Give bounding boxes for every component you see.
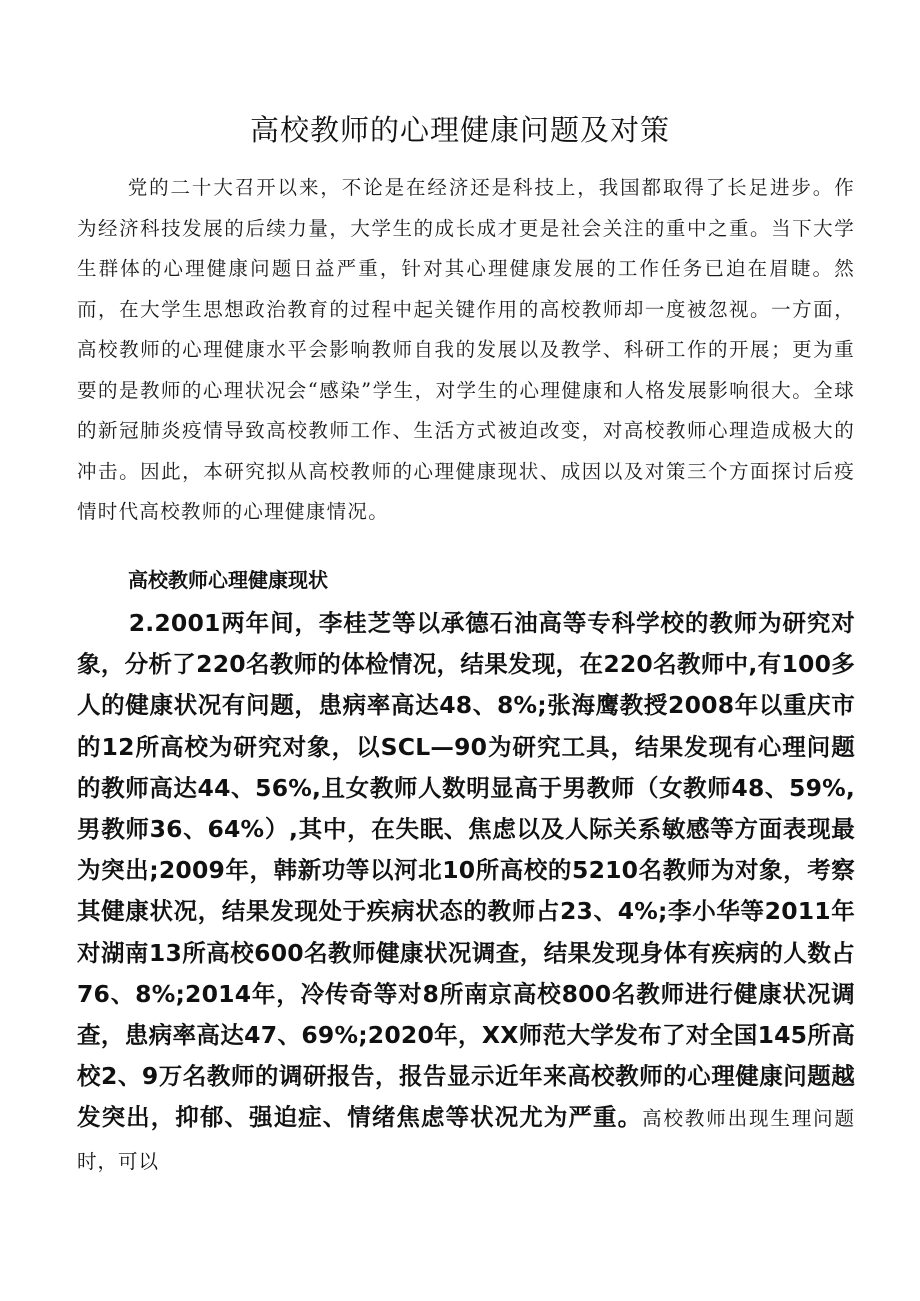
- document-title: 高校教师的心理健康问题及对策: [249, 113, 670, 147]
- section-paragraph: [77, 603, 855, 1182]
- intro-paragraph: 党的二十大召开以来，不论是在经济还是科技上，我国都取得了长足进步。作为经济科技发展的后续力量，大学生的成长成才更是社会关注的重中之重。当下大学生群体的心理健康问题日益严重，针对其心理健康发展的工作任务已迫在眉睫。然而，在大学生思想政治教育的过程中起关键作用的高校教师却一度被忽视。一方面，高校教师的心理健康水平会影响教师自我的发展以及教学、科研工作的开展；更为重要的是教师的心理状况会“感染”学生，对学生的心理健康和人格发展影响很大。全球的新冠肺炎疫情导致高校教师工作、生活方式被迫改变，对高校教师心理造成极大的冲击。因此，本研究拟从高校教师的心理健康现状、成因以及对策三个方面探讨后疫情时代高校教师的心理健康情况。: [77, 176, 855, 523]
- section-heading: 高校教师心理健康现状: [128, 568, 328, 592]
- section-paragraph-main: 2.2001两年间，李桂芝等以承德石油高等专科学校的教师为研究对象，分析了220名教师的体检情况，结果发现，在220名教师中,有100多人的健康状况有问题，患病率高达48、8%;张海鹰教授2008年以重庆市的12所高校为研究对象，以SCL—90为研究工具，结果发现有心理问题的教师高达44、56%,且女教师人数明显高于男教师（女教师48、59%,男教师36、64%）,其中，在失眠、焦虑以及人际关系敏感等方面表现最为突出;2009年，韩新功等以河北10所高校的5210名教师为对象，考察其健康状况，结果发现处于疾病状态的教师占23、4%;李小华等2011年对湖南13所高校600名教师健康状况调查，结果发现身体有疾病的人数占76、8%;2014年，冷传奇等对8所南京高校800名教师进行健康状况调查，患病率高达47、69%;2020年，XX师范大学发布了对全国145所高校2、9万名教师的调研报告，报告显示近年来高校教师的心理健康问题越发突出，抑郁、强迫症、情绪焦虑等状况尤为严重。: [77, 609, 855, 1132]
- section-paragraph-trailing: 高校教师出现生理问题时，可以: [77, 1107, 855, 1173]
